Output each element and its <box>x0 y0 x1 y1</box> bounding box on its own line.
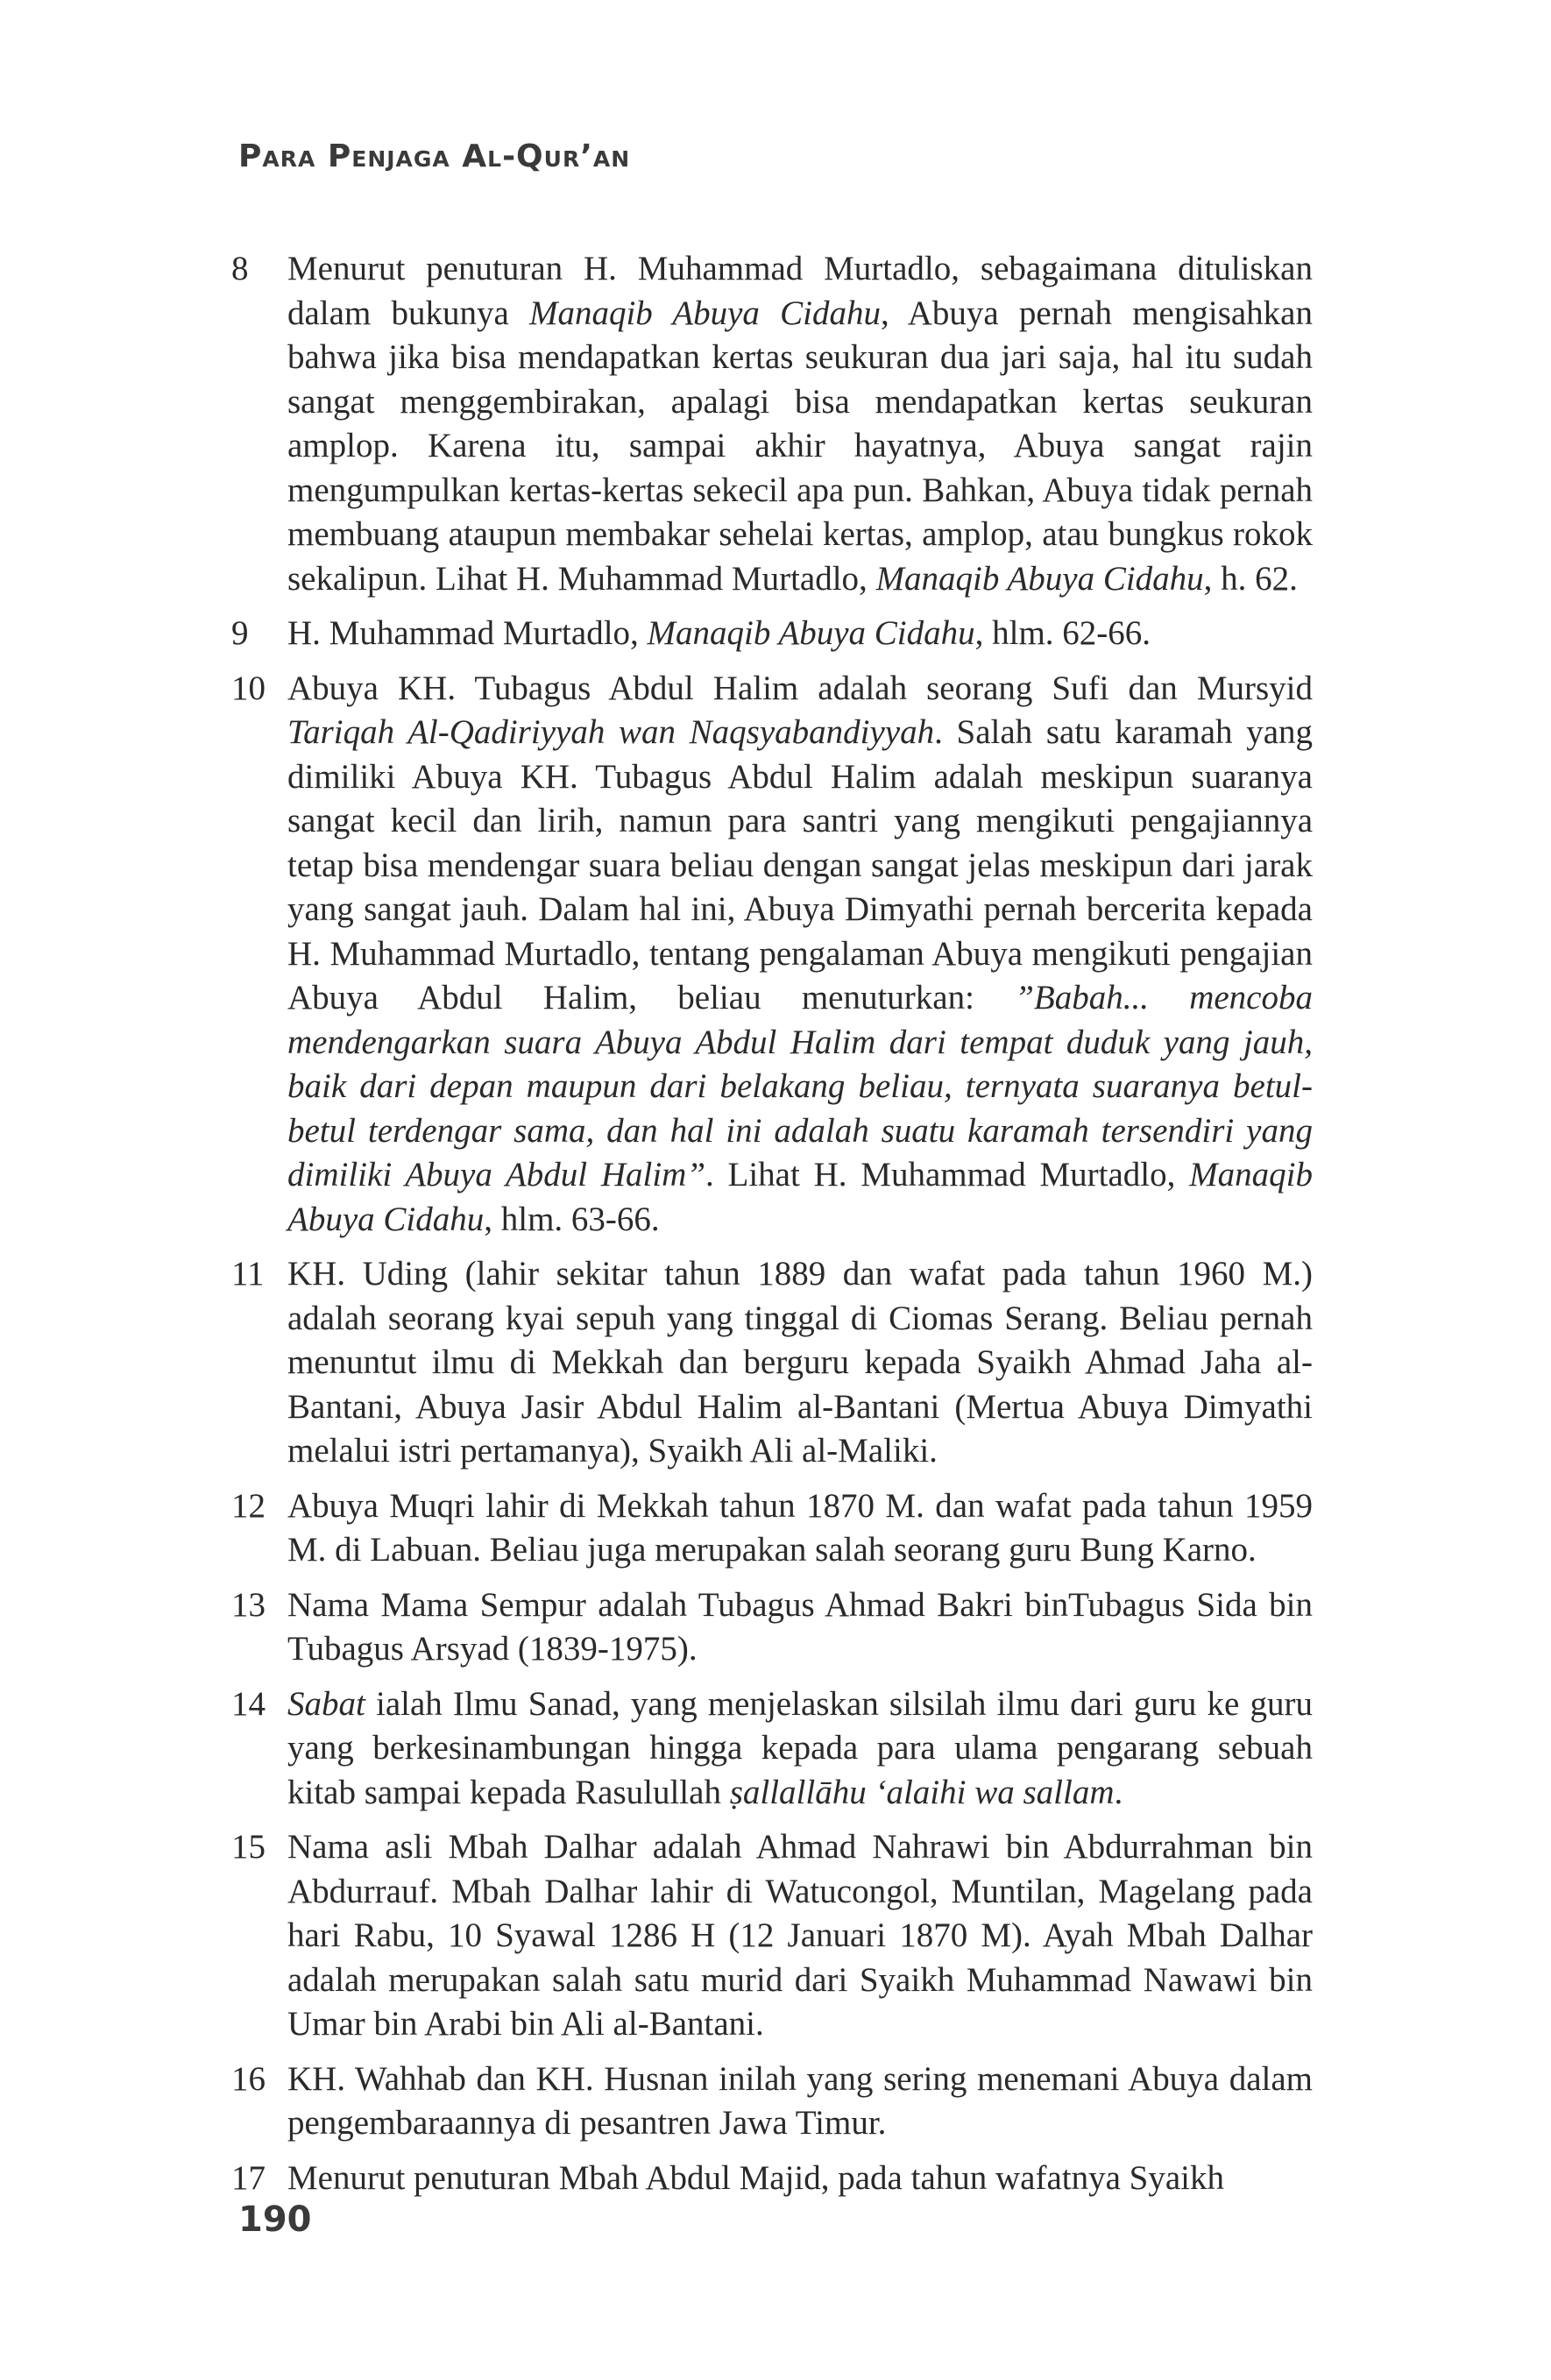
footnote-number: 9 <box>231 614 249 652</box>
text-segment: KH. Wahhab dan KH. Husnan inilah yang sering menemani Abuya dalam pengembaraannya di pesantren Jawa Timur. <box>287 2059 1313 2142</box>
text-segment: , hlm. 63-66. <box>484 1200 660 1238</box>
italic-segment: Manaqib Abuya Cidahu <box>647 614 975 652</box>
footnote-9 <box>231 612 1313 656</box>
text-segment: , hlm. 62-66. <box>974 614 1151 652</box>
italic-segment: Manaqib Abuya Cidahu <box>287 1156 1313 1238</box>
italic-segment: Tariqah Al-Qadiriyyah wan Naqsyabandiyyah <box>287 713 935 751</box>
footnote-number: 17 <box>231 2158 266 2197</box>
text-segment: , Abuya pernah mengisahkan bahwa jika bisa mendapatkan kertas seukuran dua jari saja, hal itu sudah sangat menggembirakan, apalagi bisa mendapatkan kertas seukuran amplop. Karena itu, sampai akhir hayatnya, Abuya sangat rajin mengumpulkan kertas-kertas sekecil apa pun. Bahkan, Abuya tidak pernah membuang ataupun membakar sehelai kertas, amplop, atau bungkus rokok sekalipun. Lihat H. Muhammad Murtadlo, <box>287 294 1313 598</box>
text-segment: , h. 62. <box>1203 559 1298 598</box>
footnote-text <box>287 614 1151 652</box>
italic-segment: ṣallallāhu ‘alaihi wa sallam <box>729 1773 1115 1811</box>
running-header: Para Penjaga Al-Qur’an <box>238 138 631 174</box>
footnote-text <box>287 1487 1313 1569</box>
footnote-text <box>287 2159 1224 2197</box>
text-segment: Menurut penuturan Mbah Abdul Majid, pada tahun wafatnya Syaikh <box>287 2158 1225 2197</box>
text-segment: Abuya Muqri lahir di Mekkah tahun 1870 M. dan wafat pada tahun 1959 M. di Labuan. Beliau juga merupakan salah seorang guru Bung Karno. <box>287 1486 1313 1569</box>
footnote-text <box>287 669 1313 1238</box>
text-segment: Menurut penuturan H. Muhammad Murtadlo, sebagaimana dituliskan dalam bukunya <box>287 250 1313 332</box>
footnote-16 <box>231 2058 1313 2146</box>
footnote-17 <box>231 2157 1313 2201</box>
footnote-text <box>287 1828 1313 2043</box>
footnote-number: 15 <box>231 1828 266 1866</box>
text-segment: Nama asli Mbah Dalhar adalah Ahmad Nahrawi bin Abdurrahman bin Abdurrauf. Mbah Dalhar lahir di Watucongol, Muntilan, Magelang pada hari Rabu, 10 Syawal 1286 H (12 Januari 1870 M). Ayah Mbah Dalhar adalah merupakan salah satu murid dari Syaikh Muhammad Nawawi bin Umar bin Arabi bin Ali al-Bantani. <box>287 1828 1313 2043</box>
text-segment: . Salah satu karamah yang dimiliki Abuya KH. Tubagus Abdul Halim adalah meskipun suaranya sangat kecil dan lirih, namun para santri yang mengikuti pengajiannya tetap bisa mendengar suara beliau dengan sangat jelas meskipun dari jarak yang sangat jauh. Dalam hal ini, Abuya Dimyathi pernah bercerita kepada H. Muhammad Murtadlo, tentang pengalaman Abuya mengikuti pengajian Abuya Abdul Halim, beliau menuturkan: <box>287 713 1314 1016</box>
italic-segment: Manaqib Abuya Cidahu <box>875 559 1204 598</box>
footnote-number: 14 <box>231 1684 266 1723</box>
text-segment: Nama Mama Sempur adalah Tubagus Ahmad Bakri binTubagus Sida bin Tubagus Arsyad (1839-1975). <box>287 1585 1313 1668</box>
footnote-text <box>287 1586 1313 1668</box>
footnote-10 <box>231 667 1314 1243</box>
footnote-15 <box>231 1825 1313 2047</box>
footnote-text <box>287 1255 1313 1470</box>
text-segment: . <box>1114 1773 1123 1811</box>
footnote-number: 16 <box>231 2059 266 2098</box>
text-segment: KH. Uding (lahir sekitar tahun 1889 dan wafat pada tahun 1960 M.) adalah seorang kyai sepuh yang tinggal di Ciomas Serang. Beliau pernah menuntut ilmu di Mekkah dan berguru kepada Syaikh Ahmad Jaha al-Bantani, Abuya Jasir Abdul Halim al-Bantani (Mertua Abuya Dimyathi melalui istri pertamanya), Syaikh Ali al-Maliki. <box>287 1255 1313 1470</box>
footnote-text <box>287 2060 1313 2143</box>
footnote-text <box>287 1685 1313 1811</box>
text-segment: ialah Ilmu Sanad, yang menjelaskan silsilah ilmu dari guru ke guru yang berkesinambungan hingga kepada para ulama pengarang sebuah kitab sampai kepada Rasulullah <box>287 1684 1313 1811</box>
text-segment: H. Muhammad Murtadlo, <box>287 614 648 652</box>
footnote-13 <box>231 1583 1313 1672</box>
footnote-14 <box>231 1682 1313 1816</box>
footnote-number: 13 <box>231 1585 266 1624</box>
italic-segment: Sabat <box>287 1684 365 1723</box>
text-segment: Abuya KH. Tubagus Abdul Halim adalah seorang Sufi dan Mursyid <box>287 669 1313 707</box>
text-segment: . Lihat H. Muhammad Murtadlo, <box>705 1156 1190 1194</box>
italic-segment: ”Babah... mencoba mendengarkan suara Abuya Abdul Halim dari tempat duduk yang jauh, baik dari depan maupun dari belakang beliau, ternyata suaranya betul-betul terdengar sama, dan hal ini adalah suatu karamah tersendiri yang dimiliki Abuya Abdul Halim” <box>287 979 1313 1194</box>
page-number: 190 <box>238 2199 312 2240</box>
footnote-number: 8 <box>231 250 249 287</box>
footnote-12 <box>231 1484 1313 1573</box>
footnote-8 <box>231 247 1313 601</box>
footnote-number: 10 <box>231 669 266 707</box>
italic-segment: Manaqib Abuya Cidahu <box>528 294 881 332</box>
footnote-list <box>231 247 1314 2211</box>
footnote-number: 11 <box>231 1255 265 1293</box>
footnote-text <box>287 250 1313 598</box>
footnote-number: 12 <box>231 1486 266 1525</box>
footnote-11 <box>231 1252 1313 1474</box>
